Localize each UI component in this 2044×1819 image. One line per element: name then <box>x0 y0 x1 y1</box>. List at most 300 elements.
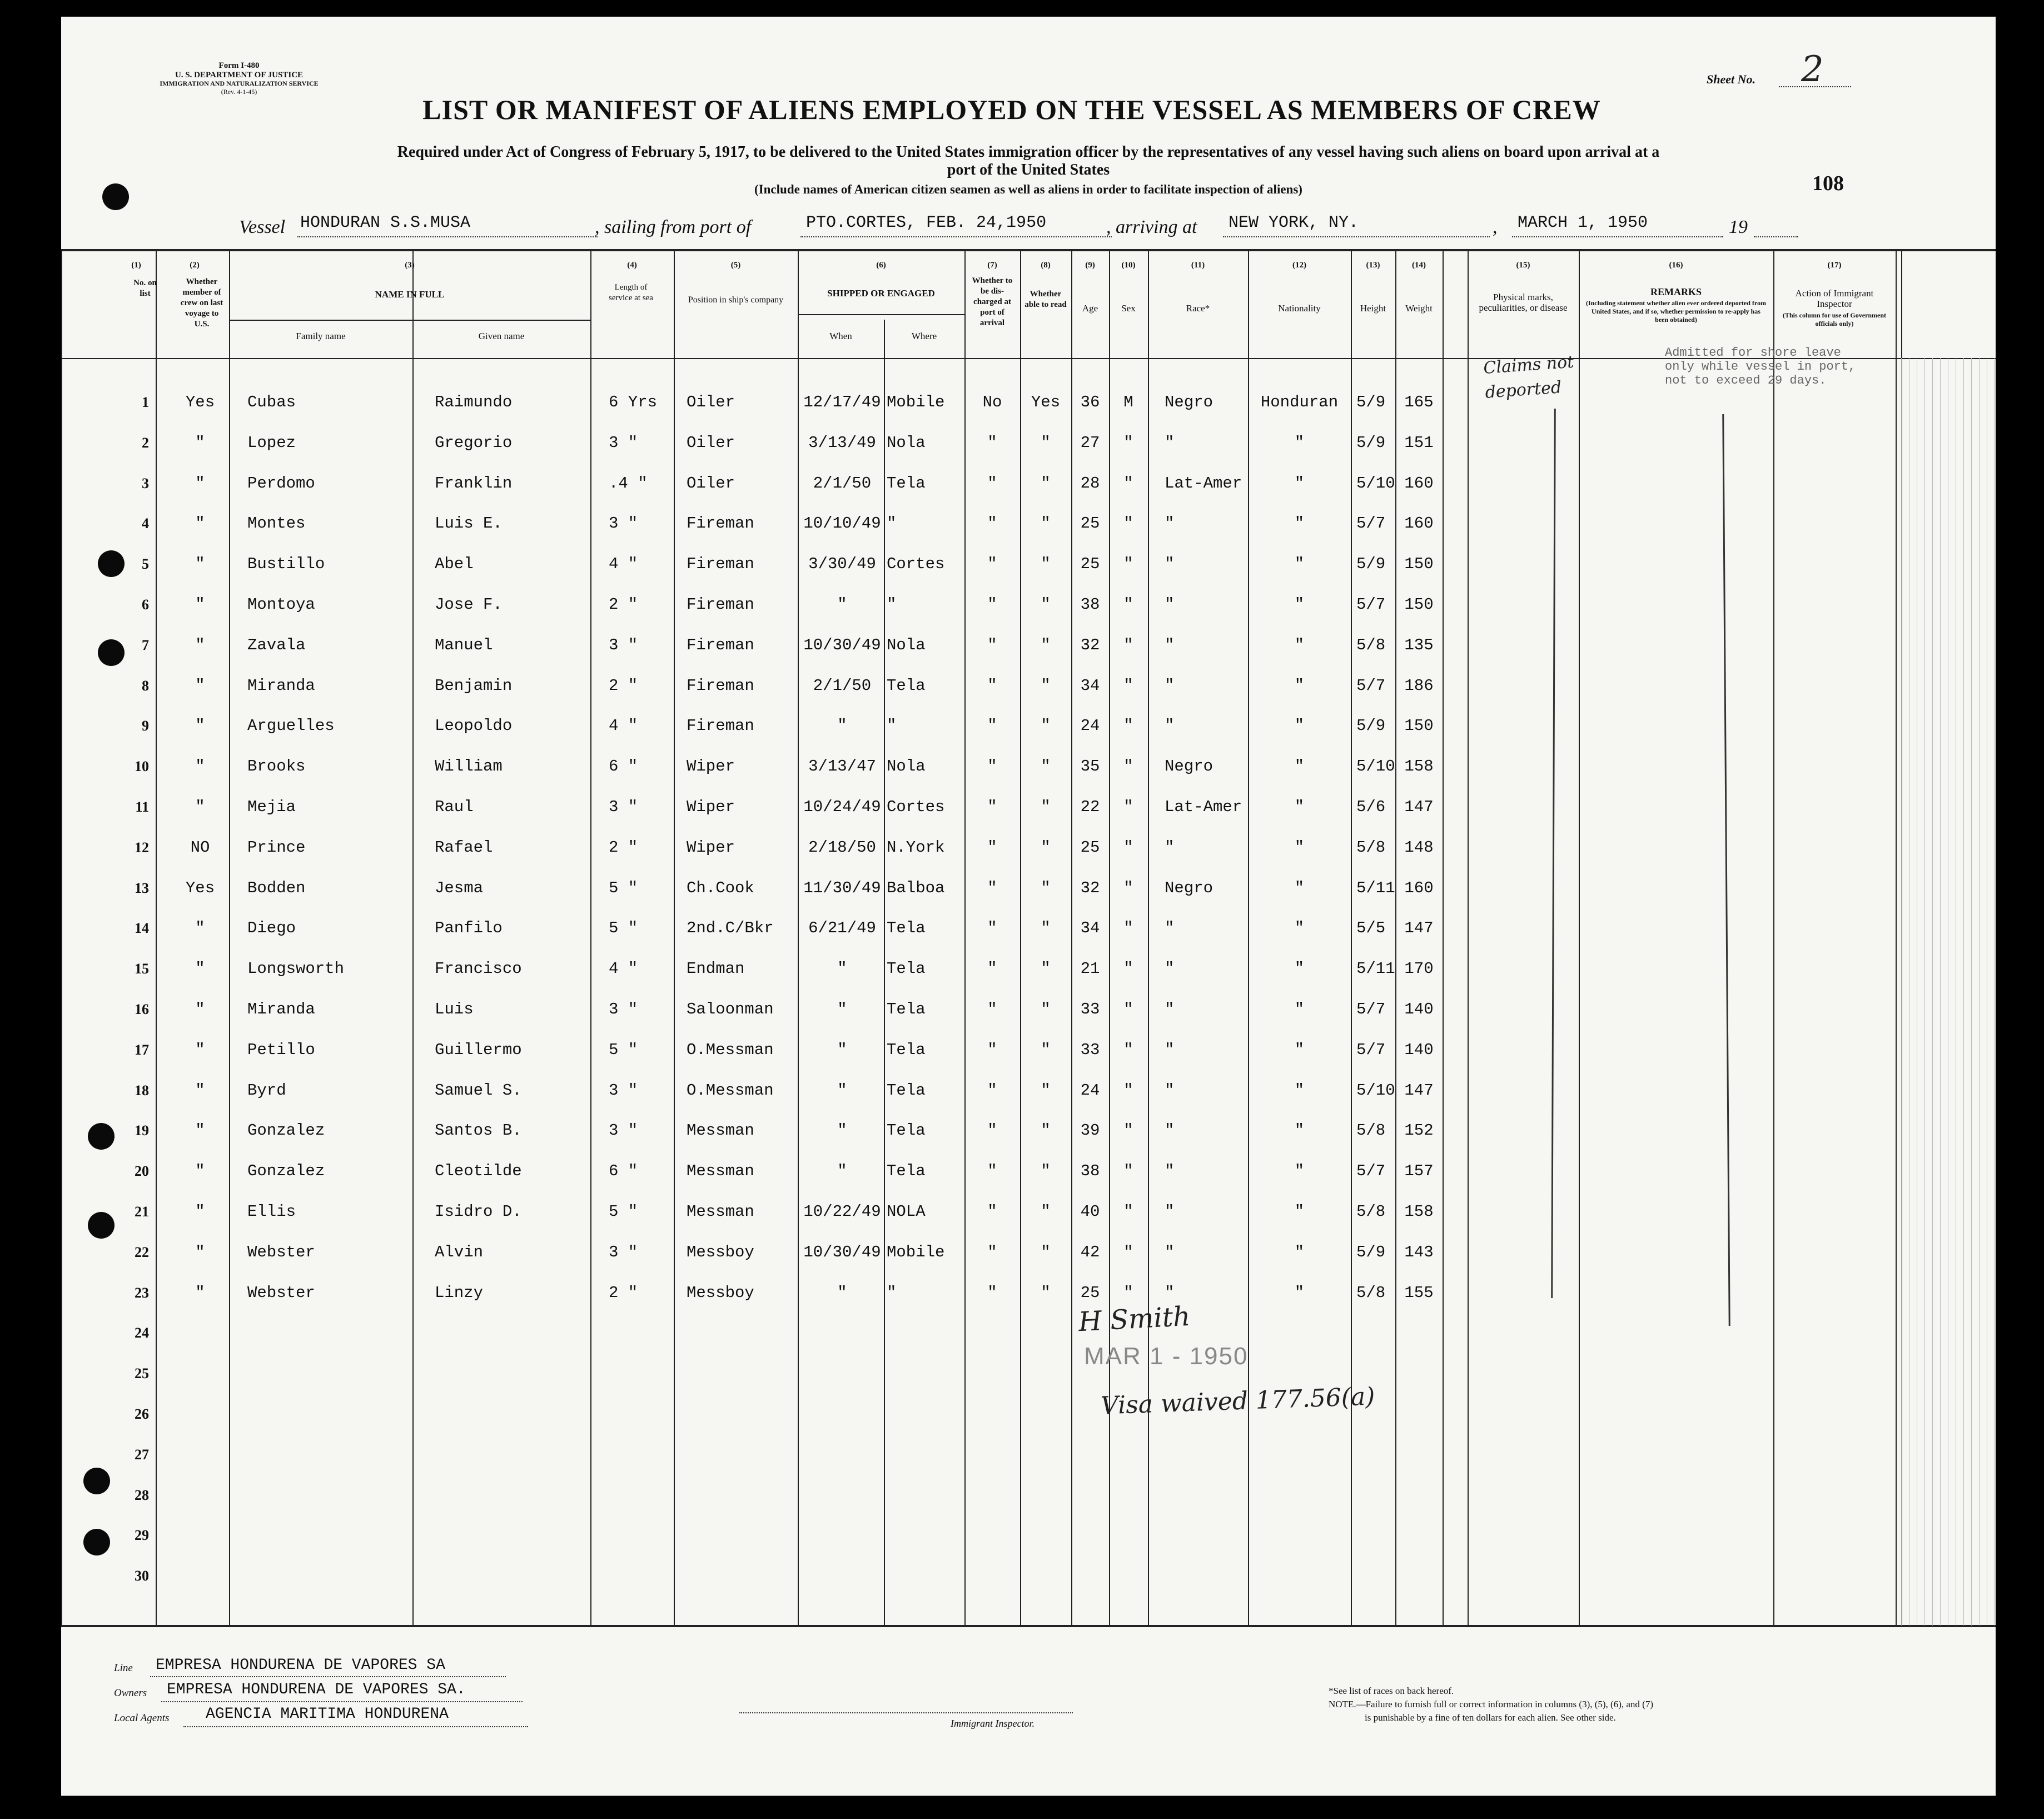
given-name-cell: William <box>435 757 503 776</box>
discharged-cell: " <box>987 1121 997 1140</box>
family-name-cell: Miranda <box>247 677 315 695</box>
shipped-when-cell: " <box>837 1162 847 1180</box>
punch-hole <box>102 183 129 210</box>
family-name-cell: Perdomo <box>247 474 315 493</box>
age-cell: 22 <box>1080 798 1100 816</box>
age-cell: 28 <box>1080 474 1100 493</box>
nationality-cell: " <box>1294 1000 1305 1018</box>
weight-cell: 158 <box>1404 757 1434 776</box>
shipped-where-cell: Mobile <box>887 393 945 411</box>
row-number: 29 <box>135 1527 149 1543</box>
column-divider <box>229 250 230 1626</box>
crew-member-cell: " <box>195 757 205 776</box>
nationality-cell: " <box>1294 798 1305 816</box>
weight-cell: 186 <box>1404 677 1434 695</box>
height-cell: 5/9 <box>1356 1243 1386 1261</box>
able-to-read-cell: " <box>1041 798 1051 816</box>
service-length-cell: 6 " <box>609 757 638 776</box>
fine-note <box>1329 1699 1653 1710</box>
nationality-cell: " <box>1294 677 1305 695</box>
discharged-cell: " <box>987 838 997 857</box>
weight-cell: 160 <box>1404 474 1434 493</box>
race-cell: " <box>1165 434 1175 452</box>
row-number: 13 <box>135 880 149 896</box>
weight-cell: 140 <box>1404 1041 1434 1059</box>
sex-cell: " <box>1123 1202 1133 1221</box>
col13-num: (13) <box>1366 261 1380 270</box>
inspector-label: Immigrant Inspector. <box>951 1718 1035 1729</box>
nationality-cell: " <box>1294 1081 1305 1100</box>
age-cell: 34 <box>1080 919 1100 937</box>
shipped-where-cell: Tela <box>887 1162 926 1180</box>
ruled-line <box>1932 358 1933 1626</box>
position-cell: Messman <box>687 1121 754 1140</box>
discharged-cell: No <box>982 393 1002 411</box>
sex-cell: " <box>1123 757 1133 776</box>
height-cell: 5/7 <box>1356 677 1386 695</box>
form-title: LIST OR MANIFEST OF ALIENS EMPLOYED ON THE VESSEL AS MEMBERS OF CREW <box>422 94 1601 125</box>
ruled-line <box>1924 358 1925 1626</box>
race-cell: Negro <box>1165 393 1214 411</box>
service-length-cell: 3 " <box>609 1243 638 1261</box>
age-cell: 25 <box>1080 838 1100 857</box>
ruled-line <box>1971 358 1972 1626</box>
age-cell: 38 <box>1080 1162 1100 1180</box>
crew-member-cell: " <box>195 717 205 735</box>
able-to-read-cell: " <box>1041 595 1051 614</box>
sex-cell: " <box>1123 636 1133 654</box>
crew-member-cell: " <box>195 1202 205 1221</box>
row-number: 28 <box>135 1487 149 1503</box>
arriving-label: , arriving at <box>1106 217 1197 237</box>
nationality-cell: " <box>1294 514 1305 533</box>
nationality-cell: " <box>1294 757 1305 776</box>
col12-num: (12) <box>1292 261 1306 270</box>
row-number: 6 <box>142 597 149 613</box>
row-number: 14 <box>135 920 149 936</box>
col1-num: (1) <box>131 261 141 270</box>
race-cell: " <box>1165 1284 1175 1302</box>
row-number: 18 <box>135 1082 149 1099</box>
ruled-line <box>1979 358 1980 1626</box>
col15-num: (15) <box>1516 261 1530 270</box>
sex-cell: " <box>1123 838 1133 857</box>
nationality-cell: " <box>1294 434 1305 452</box>
age-cell: 32 <box>1080 636 1100 654</box>
given-name-cell: Luis <box>435 1000 474 1018</box>
vessel-value: HONDURAN S.S.MUSA <box>300 213 471 232</box>
able-to-read-cell: " <box>1041 757 1051 776</box>
position-cell: 2nd.C/Bkr <box>687 919 774 937</box>
sex-cell: " <box>1123 1000 1133 1018</box>
position-cell: Messman <box>687 1162 754 1180</box>
family-name-cell: Bustillo <box>247 555 325 573</box>
column-divider <box>798 250 799 1626</box>
discharged-cell: " <box>987 757 997 776</box>
nationality-cell: " <box>1294 1202 1305 1221</box>
shipped-where-cell: N.York <box>887 838 945 857</box>
race-cell: " <box>1165 1243 1175 1261</box>
shipped-when-cell: 3/30/49 <box>808 555 876 573</box>
shipped-where-cell: Cortes <box>887 798 945 816</box>
col13-label: Height <box>1360 303 1386 314</box>
shipped-where-cell: Mobile <box>887 1243 945 1261</box>
crew-member-cell: " <box>195 1000 205 1018</box>
remarks-note: Admitted for shore leave only while vessel in port, not to exceed 29 days. <box>1665 346 1856 387</box>
able-to-read-cell: " <box>1041 555 1051 573</box>
punch-hole <box>98 639 125 666</box>
given-name-cell: Jose F. <box>435 595 503 614</box>
able-to-read-cell: Yes <box>1031 393 1061 411</box>
position-cell: Messboy <box>687 1243 754 1261</box>
race-cell: Lat-Amer <box>1165 798 1242 816</box>
service-length-cell: 2 " <box>609 1284 638 1302</box>
service-length-cell: 6 Yrs <box>609 393 658 411</box>
age-cell: 25 <box>1080 555 1100 573</box>
department: U. S. DEPARTMENT OF JUSTICE <box>175 71 304 79</box>
able-to-read-cell: " <box>1041 434 1051 452</box>
height-cell: 5/6 <box>1356 798 1386 816</box>
row-number: 30 <box>135 1568 149 1584</box>
col9-num: (9) <box>1085 261 1095 270</box>
shipped-where-cell: Nola <box>887 757 926 776</box>
race-cell: " <box>1165 919 1175 937</box>
discharged-cell: " <box>987 1284 997 1302</box>
crew-member-cell: " <box>195 1121 205 1140</box>
discharged-cell: " <box>987 636 997 654</box>
date-line <box>1512 236 1723 237</box>
row-number: 16 <box>135 1001 149 1017</box>
given-name-cell: Francisco <box>435 960 522 978</box>
ruled-line <box>1963 358 1964 1626</box>
column-divider <box>1468 250 1469 1626</box>
row-number: 20 <box>135 1163 149 1179</box>
col10-label: Sex <box>1121 303 1136 314</box>
position-cell: O.Messman <box>687 1041 774 1059</box>
family-name-cell: Webster <box>247 1243 315 1261</box>
race-cell: " <box>1165 1121 1175 1140</box>
shipped-when-cell: " <box>837 1000 847 1018</box>
age-cell: 25 <box>1080 514 1100 533</box>
race-cell: " <box>1165 677 1175 695</box>
col6-where-label: Where <box>911 331 937 341</box>
weight-cell: 170 <box>1404 960 1434 978</box>
height-cell: 5/7 <box>1356 1162 1386 1180</box>
column-divider <box>1148 250 1149 1626</box>
col17-label: Action of Immigrant Inspector <box>1795 288 1874 309</box>
position-cell: Endman <box>687 960 745 978</box>
row-number: 19 <box>135 1122 149 1139</box>
race-cell: " <box>1165 514 1175 533</box>
shipped-where-cell: " <box>887 595 897 614</box>
inspector-initials: H Smith <box>1077 1300 1191 1338</box>
col9-label: Age <box>1082 303 1098 314</box>
height-cell: 5/9 <box>1356 555 1386 573</box>
position-cell: Wiper <box>687 838 735 857</box>
column-divider <box>1579 250 1580 1626</box>
note-label: NOTE. <box>1329 1699 1356 1709</box>
able-to-read-cell: " <box>1041 838 1051 857</box>
age-cell: 32 <box>1080 879 1100 897</box>
year-label: 19 <box>1729 217 1748 237</box>
sex-cell: " <box>1123 1162 1133 1180</box>
family-name-cell: Petillo <box>247 1041 315 1059</box>
owners-value: EMPRESA HONDURENA DE VAPORES SA. <box>167 1681 466 1698</box>
col4-label: Length of service at sea <box>609 283 653 302</box>
visa-note: Visa waived 177.56(a) <box>1100 1382 1376 1420</box>
column-divider <box>1395 250 1396 1626</box>
nationality-cell: " <box>1294 555 1305 573</box>
shipped-subheader-line <box>798 314 964 315</box>
height-cell: 5/9 <box>1356 434 1386 452</box>
punch-hole <box>83 1529 110 1555</box>
col3-num: (3) <box>405 261 415 270</box>
sex-cell: " <box>1123 1121 1133 1140</box>
discharged-cell: " <box>987 595 997 614</box>
nationality-cell: Honduran <box>1260 393 1339 411</box>
weight-cell: 147 <box>1404 919 1434 937</box>
shipped-when-cell: 10/30/49 <box>803 1243 881 1261</box>
column-divider <box>1443 250 1444 1626</box>
able-to-read-cell: " <box>1041 879 1051 897</box>
weight-cell: 148 <box>1404 838 1434 857</box>
sex-cell: " <box>1123 717 1133 735</box>
able-to-read-cell: " <box>1041 1162 1051 1180</box>
crew-member-cell: " <box>195 1041 205 1059</box>
height-cell: 5/8 <box>1356 1121 1386 1140</box>
family-name-cell: Montoya <box>247 595 315 614</box>
weight-cell: 151 <box>1404 434 1434 452</box>
nationality-cell: " <box>1294 474 1305 493</box>
row-number: 1 <box>142 394 149 410</box>
position-cell: Wiper <box>687 757 735 776</box>
weight-cell: 160 <box>1404 514 1434 533</box>
shipped-when-cell: " <box>837 1041 847 1059</box>
discharged-cell: " <box>987 1081 997 1100</box>
position-cell: Oiler <box>687 434 735 452</box>
discharged-cell: " <box>987 1041 997 1059</box>
shipped-where-cell: " <box>887 1284 897 1302</box>
shipped-where-cell: Balboa <box>887 879 945 897</box>
family-name-cell: Diego <box>247 919 296 937</box>
ditto-stroke <box>1551 409 1556 1298</box>
discharged-cell: " <box>987 677 997 695</box>
sailing-line <box>800 236 1112 237</box>
sex-cell: " <box>1123 677 1133 695</box>
sex-cell: " <box>1123 1243 1133 1261</box>
row-number: 11 <box>135 799 149 815</box>
punch-hole <box>88 1123 115 1150</box>
crew-member-cell: " <box>195 474 205 493</box>
given-name-cell: Samuel S. <box>435 1081 522 1100</box>
crew-member-cell: " <box>195 434 205 452</box>
date-value: MARCH 1, 1950 <box>1518 213 1648 232</box>
given-name-cell: Gregorio <box>435 434 513 452</box>
row-number: 17 <box>135 1042 149 1058</box>
race-cell: " <box>1165 717 1175 735</box>
position-cell: Fireman <box>687 677 754 695</box>
given-name-cell: Abel <box>435 555 474 573</box>
ruled-line <box>1901 358 1902 1626</box>
col2-label: Whether member of crew on last voyage to U.S. <box>180 277 223 329</box>
agents-field <box>183 1726 528 1727</box>
inspector-line <box>739 1712 1073 1713</box>
owners-field <box>161 1701 523 1702</box>
sex-cell: " <box>1123 1081 1133 1100</box>
family-name-cell: Gonzalez <box>247 1162 325 1180</box>
column-divider <box>1896 250 1897 1626</box>
col8-num: (8) <box>1041 261 1051 270</box>
height-cell: 5/7 <box>1356 595 1386 614</box>
position-cell: Wiper <box>687 798 735 816</box>
subtitle-2: port of the United States <box>947 161 1110 178</box>
height-cell: 5/8 <box>1356 1284 1386 1302</box>
discharged-cell: " <box>987 434 997 452</box>
sex-cell: " <box>1123 434 1133 452</box>
height-cell: 5/7 <box>1356 1000 1386 1018</box>
col6-when-label: When <box>829 331 852 341</box>
able-to-read-cell: " <box>1041 960 1051 978</box>
row-number: 9 <box>142 718 149 734</box>
weight-cell: 150 <box>1404 595 1434 614</box>
shipped-where-cell: Tela <box>887 677 926 695</box>
given-name-cell: Manuel <box>435 636 493 654</box>
shipped-where-cell: Cortes <box>887 555 945 573</box>
col8-label: Whether able to read <box>1025 290 1067 309</box>
sailing-value: PTO.CORTES, FEB. 24,1950 <box>806 213 1047 232</box>
nationality-cell: " <box>1294 717 1305 735</box>
weight-cell: 158 <box>1404 1202 1434 1221</box>
service-length-cell: 5 " <box>609 879 638 897</box>
row-number: 25 <box>135 1365 149 1381</box>
revision: (Rev. 4-1-45) <box>221 88 257 96</box>
sex-cell: " <box>1123 879 1133 897</box>
service-length-cell: 2 " <box>609 677 638 695</box>
weight-cell: 160 <box>1404 879 1434 897</box>
nationality-cell: " <box>1294 919 1305 937</box>
physical-marks-note: Claims not deported <box>1483 352 1575 402</box>
crew-member-cell: Yes <box>185 879 215 897</box>
age-cell: 24 <box>1080 1081 1100 1100</box>
shipped-where-cell: Tela <box>887 1121 926 1140</box>
service-length-cell: 3 " <box>609 1121 638 1140</box>
able-to-read-cell: " <box>1041 1121 1051 1140</box>
column-divider <box>1351 250 1352 1626</box>
service-length-cell: 3 " <box>609 636 638 654</box>
row-number: 7 <box>142 637 149 653</box>
shipped-where-cell: " <box>887 717 897 735</box>
height-cell: 5/9 <box>1356 393 1386 411</box>
weight-cell: 157 <box>1404 1162 1434 1180</box>
family-name-cell: Gonzalez <box>247 1121 325 1140</box>
weight-cell: 152 <box>1404 1121 1434 1140</box>
height-cell: 5/11 <box>1356 879 1395 897</box>
nationality-cell: " <box>1294 1121 1305 1140</box>
shipped-when-cell: " <box>837 960 847 978</box>
able-to-read-cell: " <box>1041 636 1051 654</box>
family-name-cell: Brooks <box>247 757 306 776</box>
crew-member-cell: Yes <box>185 393 215 411</box>
position-cell: Fireman <box>687 514 754 533</box>
family-name-cell: Mejia <box>247 798 296 816</box>
able-to-read-cell: " <box>1041 1041 1051 1059</box>
col3-family-label: Family name <box>296 331 346 341</box>
crew-member-cell: " <box>195 677 205 695</box>
col1-label: No. on list <box>133 279 157 298</box>
shipped-where-cell: Nola <box>887 636 926 654</box>
crew-member-cell: " <box>195 960 205 978</box>
col15-label: Physical marks, peculiarities, or disease <box>1479 292 1568 313</box>
family-name-cell: Byrd <box>247 1081 286 1100</box>
punch-hole <box>98 550 125 577</box>
crew-member-cell: " <box>195 1243 205 1261</box>
position-cell: Oiler <box>687 474 735 493</box>
family-name-cell: Webster <box>247 1284 315 1302</box>
height-cell: 5/10 <box>1356 757 1395 776</box>
note-text-1: —Failure to furnish full or correct information in columns (3), (5), (6), and (7) <box>1356 1699 1653 1709</box>
weight-cell: 165 <box>1404 393 1434 411</box>
family-name-cell: Cubas <box>247 393 296 411</box>
given-name-cell: Isidro D. <box>435 1202 522 1221</box>
ditto-stroke <box>1722 414 1730 1326</box>
given-name-cell: Guillermo <box>435 1041 522 1059</box>
shipped-when-cell: " <box>837 1081 847 1100</box>
row-number: 8 <box>142 678 149 694</box>
col2-num: (2) <box>190 261 200 270</box>
shipped-when-cell: 12/17/49 <box>803 393 881 411</box>
nationality-cell: " <box>1294 1041 1305 1059</box>
family-name-cell: Lopez <box>247 434 296 452</box>
row-number: 2 <box>142 435 149 451</box>
service-length-cell: 4 " <box>609 555 638 573</box>
race-cell: " <box>1165 555 1175 573</box>
service-length-cell: 2 " <box>609 595 638 614</box>
position-cell: Fireman <box>687 636 754 654</box>
service-length-cell: .4 " <box>609 474 648 493</box>
weight-cell: 147 <box>1404 1081 1434 1100</box>
shipped-when-cell: " <box>837 595 847 614</box>
given-name-cell: Panfilo <box>435 919 503 937</box>
column-divider <box>412 250 414 1626</box>
height-cell: 5/10 <box>1356 474 1395 493</box>
sex-cell: M <box>1123 393 1133 411</box>
age-cell: 39 <box>1080 1121 1100 1140</box>
row-number: 24 <box>135 1325 149 1341</box>
nationality-cell: " <box>1294 595 1305 614</box>
position-cell: Fireman <box>687 555 754 573</box>
row-number: 5 <box>142 556 149 572</box>
position-cell: Fireman <box>687 595 754 614</box>
col3-label: NAME IN FULL <box>375 289 445 300</box>
position-cell: Messman <box>687 1202 754 1221</box>
punch-hole <box>88 1212 115 1239</box>
row-number: 3 <box>142 475 149 491</box>
age-cell: 38 <box>1080 595 1100 614</box>
shipped-where-cell: Tela <box>887 1041 926 1059</box>
shipped-where-cell: " <box>887 514 897 533</box>
race-cell: " <box>1165 1202 1175 1221</box>
shipped-when-cell: " <box>837 1121 847 1140</box>
able-to-read-cell: " <box>1041 474 1051 493</box>
sex-cell: " <box>1123 919 1133 937</box>
column-divider <box>964 250 966 1626</box>
shipped-where-cell: Tela <box>887 1000 926 1018</box>
shipped-where-cell: Tela <box>887 960 926 978</box>
col11-num: (11) <box>1191 261 1205 270</box>
sheet-label: Sheet No. <box>1707 72 1755 86</box>
agents-value: AGENCIA MARITIMA HONDURENA <box>206 1706 449 1723</box>
row-number: 4 <box>142 515 149 531</box>
